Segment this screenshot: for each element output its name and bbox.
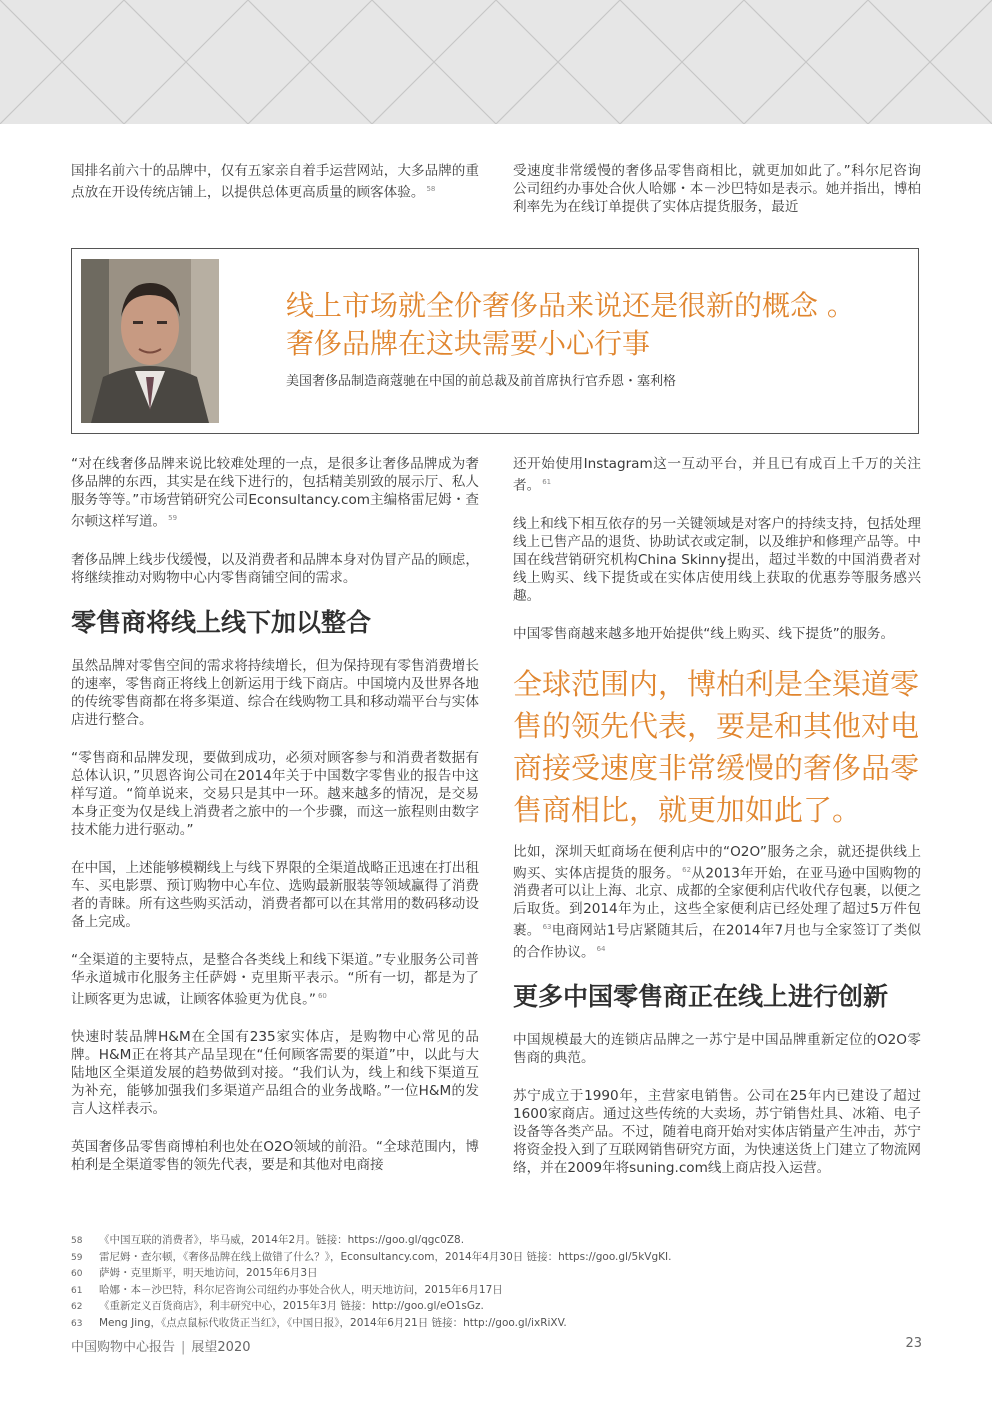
left-column-top: [71, 162, 479, 222]
paragraph: 中国零售商越来越多地开始提供“线上购买、线下提货”的服务。: [513, 625, 895, 642]
header-pattern-banner: [0, 0, 992, 124]
paragraph: 虽然品牌对零售空间的需求将持续增长，但为保持现有零售消费增长的速率，零售商正将线上创新运用于线下商店。中国境内及世界各地的传统零售商都在将多渠道、综合在线购物工具和移动端平台与实体店进行整合。: [71, 657, 479, 728]
footnote-ref: 62: [682, 865, 692, 874]
footnote-ref: 61: [542, 478, 552, 486]
footnote: 59 雷尼姆・查尔顿，《奢侈品牌在线上做错了什么？》，Econsultancy.com，2014年4月30日 链接：https://goo.gl/5kVgKI.: [71, 1250, 672, 1263]
paragraph: 英国奢侈品零售商博柏利也处在O2O领域的前沿。“全球范围内，博柏利是全渠道零售的领先代表，要是和其他对电商接: [71, 1139, 479, 1174]
section-heading: 更多中国零售商正在线上进行创新: [513, 982, 889, 1012]
footnote-ref: 60: [317, 991, 327, 1000]
footnotes: [71, 1233, 931, 1332]
quote-attribution: 美国奢侈品制造商蔻驰在中国的前总裁及前首席执行官乔恩・塞利格: [286, 374, 677, 389]
paragraph: “全渠道的主要特点，是整合各类线上和线下渠道。”专业服务公司普华永道城市化服务主任萨姆・克里斯平表示。“所有一切，都是为了让顾客更为忠诚，让顾客体验更为优良。” $^{60}$: [71, 951, 479, 1008]
paragraph: “零售商和品牌发现，要做到成功，必须对顾客参与和消费者数据有总体认识，”贝恩咨询公司在2014年关于中国数字零售业的报告中这样写道。“简单说来，交易只是其中一环。越来越多的情况，是交易本身正变为仅是线上消费者之旅中的一个步骤，而这一旅程则由数字技术能力进行驱动。”: [71, 749, 479, 838]
paragraph: 奢侈品牌上线步伐缓慢，以及消费者和品牌本身对伪冒产品的顾虑，将继续推动对购物中心内零售商铺空间的需求。: [71, 551, 479, 586]
footnote-ref: 63: [542, 923, 552, 932]
featured-quote-box: [71, 248, 919, 434]
footer-report-title: 中国购物中心报告 | 展望2020: [71, 1340, 251, 1355]
footnote: 63 Meng Jing，《点点鼠标代收货正当红》，《中国日报》，2014年6月21日 链接：http://goo.gl/ixRiXV.: [71, 1316, 567, 1329]
diamond-pattern-graphic: [0, 0, 992, 124]
right-column-top: [513, 162, 921, 236]
pull-quote: 全球范围内，博柏利是全渠道零售的领先代表，要是和其他对电商接受速度非常缓慢的奢侈品零售商相比，就更加如此了。: [513, 666, 920, 827]
footnote: 58 《中国互联的消费者》，毕马威，2014年2月。链接：https://goo.gl/qgc0Z8.: [71, 1234, 465, 1246]
footnote-ref: 64: [596, 944, 606, 953]
featured-quote-text: [286, 287, 906, 363]
paragraph: 国排名前六十的品牌中，仅有五家亲自着手运营网站，大多品牌的重点放在开设传统店铺上，以提供总体更高质量的顾客体验。 $^{58}$: [71, 163, 479, 201]
paragraph: 线上和线下相互依存的另一关键领域是对客户的持续支持，包括处理线上已售产品的退货、协助试衣或定制，以及维护和修理产品等。中国在线营销研究机构China Skinny提出，超过半数的中国消费者对线上购买、线下提货或在实体店使用线上获取的优惠券等服务感兴趣。: [513, 515, 921, 604]
section-heading: 零售商将线上线下加以整合: [71, 607, 372, 637]
footnote-ref: 59: [168, 514, 178, 522]
right-column: [513, 455, 921, 1197]
paragraph: 苏宁成立于1990年，主营家电销售。公司在25年内已建设了超过1600家商店。通过这些传统的大卖场，苏宁销售灶具、冰箱、电子设备等各类产品。不过，随着电商开始对实体店销量产生冲击，苏宁将资金投入到了互联网销售研究方面，为快速送货上门建立了物流网络，并在2009年将suning.com线上商店投入运营。: [513, 1088, 921, 1177]
left-column: [71, 455, 479, 1194]
footnote: 60 萨姆・克里斯平，明天地访问，2015年6月3日: [71, 1267, 318, 1279]
portrait-photo: [81, 259, 219, 423]
portrait-illustration: [81, 259, 219, 423]
quote-line: 奢侈品牌在这块需要小心行事: [286, 327, 651, 360]
paragraph: 受速度非常缓慢的奢侈品零售商相比，就更加如此了。”科尔尼咨询公司纽约办事处合伙人哈娜・本－沙巴特如是表示。她并指出，博柏利率先为在线订单提供了实体店提货服务，最近: [513, 163, 921, 215]
paragraph: 中国规模最大的连锁店品牌之一苏宁是中国品牌重新定位的O2O零售商的典范。: [513, 1032, 921, 1067]
paragraph: 快速时装品牌H&M在全国有235家实体店，是购物中心常见的品牌。H&M正在将其产品呈现在“任何顾客需要的渠道”中，以此与大陆地区全渠道发展的趋势做到对接。“我们认为，线上和线下渠道互为补充，能够加强我们多渠道产品组合的业务战略。”一位H&M的发言人这样表示。: [71, 1029, 479, 1118]
paragraph: 在中国，上述能够模糊线上与线下界限的全渠道战略正迅速在打出租车、买电影票、预订购物中心车位、选购最新服装等领域赢得了消费者的青睐。所有这些购买活动，消费者都可以在其常用的数码移动设备上完成。: [71, 859, 479, 930]
paragraph: 比如，深圳天虹商场在便利店中的“O2O”服务之余，就还提供线上购买、实体店提货的服务。 $^{62}$从2013年开始，在亚马逊中国购物的消费者可以让上海、北京、成都的全家便利店代收代存包裹，以便之后取货。到2014年为止，这些全家便利店已经处理了超过5万件包裹。 $^{63}$电商网站1号店紧随其后，在2014年7月也与全家签订了类似的合作协议。 $^{64}$: [513, 843, 921, 961]
footnote: 61 哈娜・本－沙巴特，科尔尼咨询公司纽约办事处合伙人，明天地访问，2015年6月17日: [71, 1283, 503, 1296]
paragraph: “对在线奢侈品牌来说比较难处理的一点，是很多让奢侈品牌成为奢侈品牌的东西，其实是在线下进行的，包括精美别致的展示厅、私人服务等等。”市场营销研究公司Econsultancy.com主编格雷尼姆・查尔顿这样写道。 $^{59}$: [71, 456, 479, 530]
footnote-ref: 58: [426, 185, 436, 193]
footnote: 62 《重新定义百货商店》，利丰研究中心，2015年3月 链接：http://goo.gl/eO1sGz.: [71, 1300, 484, 1312]
quote-line: 线上市场就全价奢侈品来说还是很新的概念 。: [286, 289, 855, 322]
paragraph: 还开始使用Instagram这一互动平台，并且已有成百上千万的关注者。 $^{61}$: [513, 456, 921, 494]
page-number: 23: [905, 1336, 922, 1351]
